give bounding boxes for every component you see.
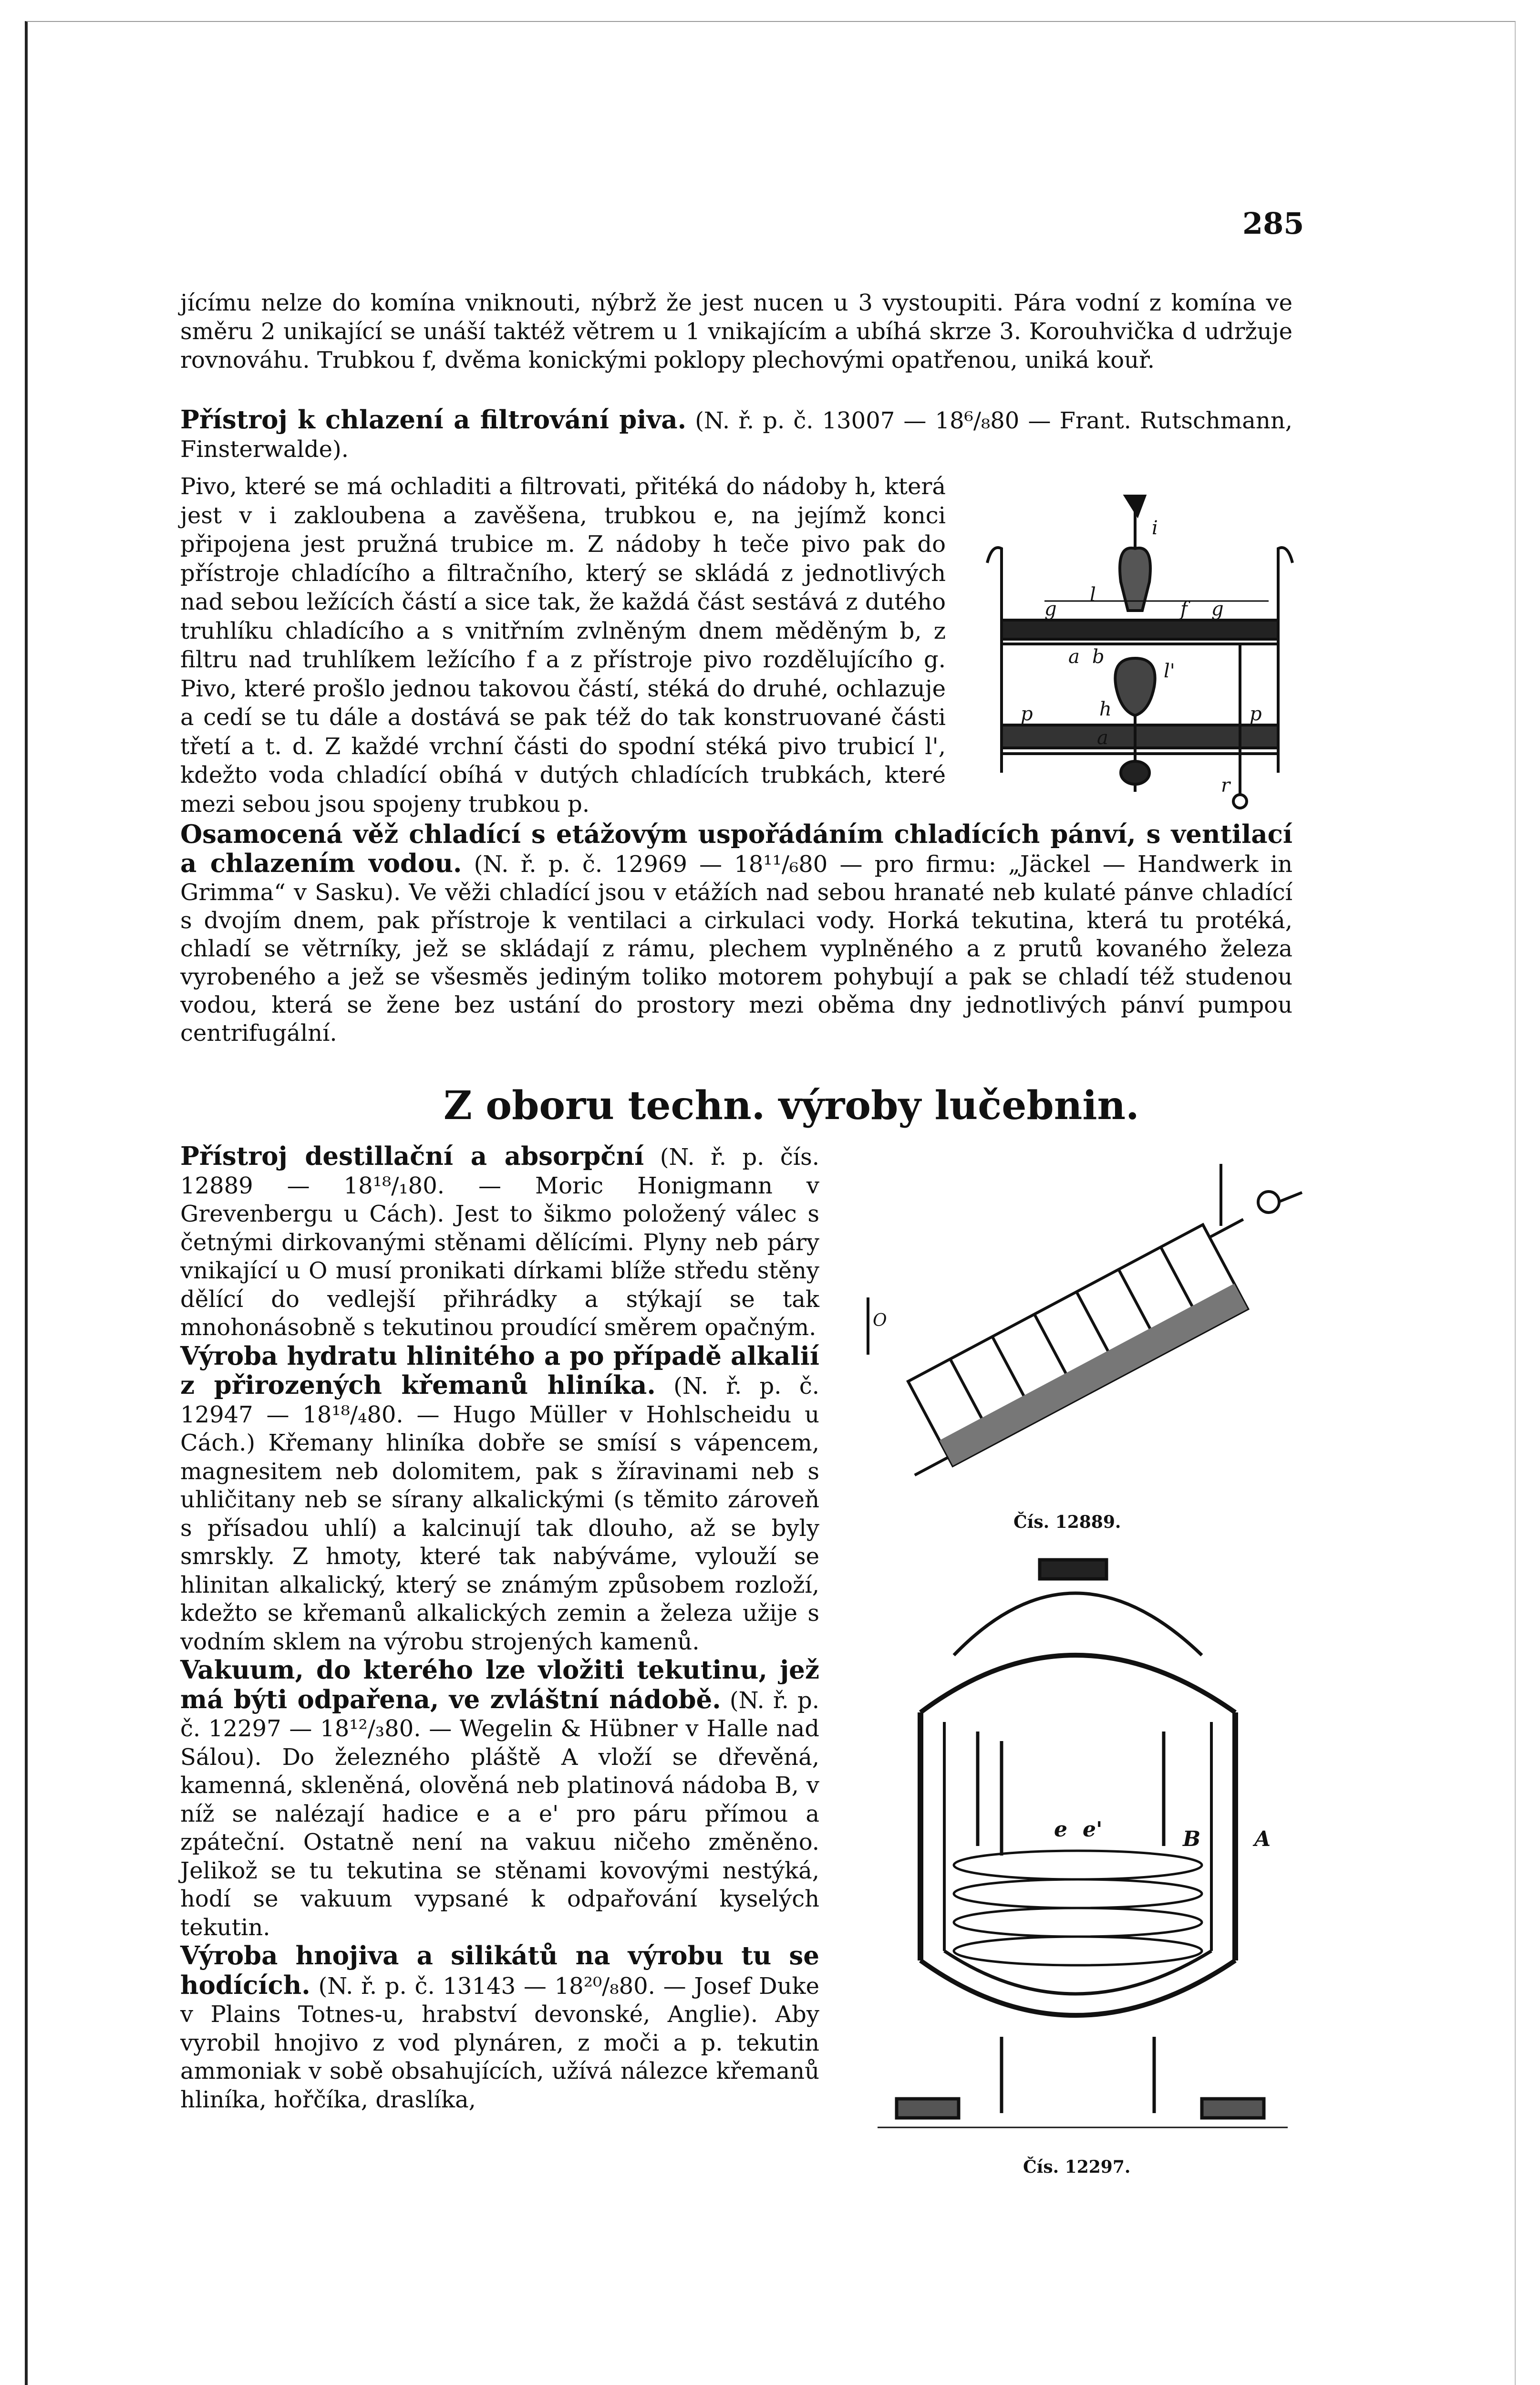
distillation-apparatus-figure — [854, 1154, 1307, 1507]
vacuum-label-b: B — [1183, 1827, 1201, 1851]
vacuum-label-e-prime: e' — [1083, 1817, 1103, 1842]
cooling-body-text: Pivo, které se má ochladiti a filtrovati, přitéká do nádoby h, která jest v i zakloubena a zavěšena, trubkou e, na jejímž konci připojena jest pružná trubice m. Z nádoby h teče pivo pak do přístroje chladícího a filtračního, který se skládá z jednotlivých nad sebou ležících částí a sice tak, že každá část sestává z dutého truhlíku chladícího a s vnitřním zvlněným dnem měděným b, z filtru nad truhlíkem ležícího f a z přístroje pivo rozdělujícího g. Pivo, které prošlo jednou takovou částí, stéká do druhé, ochlazuje a cedí se tu dále a dostává se pak též do tak konstruované části třetí a t. d. Z každé vrchní části do spodní stéká pivo trubicí l', kdežto voda chladící obíhá v dutých chladících trubkách, které mezi sebou jsou spojeny trubkou p. — [180, 473, 946, 818]
tower-patent: (N. ř. p. č. 12969 — 18¹¹/₆80 — pro firmu: „Jäckel — Handwerk in Grimma“ v Sasku). — [180, 851, 1292, 906]
fig1-label-l: l — [1090, 584, 1096, 606]
fig1-label-g: g — [1044, 598, 1057, 620]
cooling-apparatus-figure — [973, 487, 1307, 820]
vacuum-vessel-figure — [858, 1550, 1307, 2146]
distill-body: (N. ř. p. čís. 12889 — 18¹⁸/₁80. — Moric Honigmann v Grevenbergu u Cách). Jest to šikmo položený válec s četnými dirkovanými stěnami dělícími. Plyny neb páry vnikající u O musí pronikati dírkami blíže středu stěny dělící do vedlejší přihrádky a stýkají se tak mnohonásobně s tekutinou proudící směrem opačným. — [180, 1144, 819, 1341]
vacuum-body: (N. ř. p. č. 12297 — 18¹²/₃80. — Wegelin & Hübner v Halle nad Sálou). Do železného pláště A vloží se dřevěná, kamenná, skleněná, olověná neb platinová nádoba B, v níž se nalézají hadice e a e' pro páru přímou a zpáteční. Ostatně není na vakuu ničeho změněno. Jelikož se tu tekutina se stěnami kovovými nestýká, hodí se vakuum vypsané k odpařování kyselých tekutin. — [180, 1687, 819, 1941]
distill-label-o: O — [873, 1311, 887, 1330]
tower-title: Osamocená věž chladící s etážovým uspořádáním chladících pánví, s ventilací a chlazením vodou. — [180, 819, 1292, 878]
fertilizer-body: (N. ř. p. č. 13143 — 18²⁰/₈80. — Josef Duke v Plains Totnes-u, hrabství devonské, Anglie). Aby vyrobil hnojivo z vod plynáren, z moči a p. tekutin ammoniak v sobě obsahujících, užívá nálezce křemanů hliníka, hořčíka, draslíka, — [180, 1972, 819, 2113]
section-title: Z oboru techn. výroby lučebnin. — [444, 1083, 1139, 1129]
fertilizer-title: Výroba hnojiva a silikátů na výrobu tu se hodících. — [180, 1941, 819, 2000]
cooling-section-header — [180, 405, 1292, 464]
fig1-label-p: p — [1021, 703, 1033, 725]
fig1-label-l-prime: l' — [1164, 660, 1175, 682]
fig1-label-p2: p — [1250, 703, 1262, 725]
fig1-label-a: a — [1068, 646, 1080, 668]
distill-title: Přístroj destillační a absorpční — [180, 1141, 644, 1171]
page-number: 285 — [1242, 206, 1304, 241]
fig1-label-g2: g — [1211, 598, 1224, 620]
caption-distill: Čís. 12889. — [1013, 1512, 1121, 1532]
vacuum-label-e: e — [1054, 1817, 1067, 1842]
top-paragraph-text: jícímu nelze do komína vniknouti, nýbrž že jest nucen u 3 vystoupiti. Pára vodní z komína ve směru 2 unikající se unáší taktéž větrem u 1 vnikajícím a ubíhá skrze 3. Korouhvička d udržuje rovnováhu. Trubkou f, dvěma konickými poklopy plechovými opatřenou, uniká kouř. — [180, 290, 1292, 373]
hydrate-body: (N. ř. p. č. 12947 — 18¹⁸/₄80. — Hugo Müller v Hohlscheidu u Cách.) Křemany hliníka dobře se smísí s vápencem, magnesitem neb dolomitem, pak s žíravinami neb s uhličitany neb se sírany alkalickými (s těmito zároveň s přísadou uhlí) a kalcinují tak dlouho, až se byly smrskly. Z hmoty, které tak nabýváme, vylouží se hlinitan alkalický, který se známým způsobem rozloží, kdežto se křemanů alkalických zemin a železa užije s vodním sklem na výrobu strojených kamenů. — [180, 1373, 819, 1655]
vacuum-title: Vakuum, do kterého lze vložiti tekutinu, jež má býti odpařena, ve zvláštní nádobě. — [180, 1655, 819, 1714]
top-paragraph — [180, 289, 1292, 374]
tower-body: Ve věži chladící jsou v etážích nad sebou hranaté neb kulaté pánve chladící s dvojím dnem, pak přístroje k ventilaci a cirkulaci vody. Horká tekutina, která tu protéká, chladí se větrníky, jež se skládají z rámu, plechem vyplněného a z prutů kovaného železa vyrobeného a jež se všesměs jediným toliko motorem pohybují a pak se chladí též studenou vodou, která se žene bez ustání do prostory mezi oběma dny jednotlivých pánví pumpou centrifugální. — [180, 879, 1293, 1047]
tower-section — [180, 820, 1292, 1047]
fig1-label-b: b — [1092, 646, 1105, 668]
caption-vacuum: Čís. 12297. — [1023, 2157, 1131, 2177]
cooling-title: Přístroj k chlazení a filtrování piva. — [180, 405, 687, 435]
left-column — [180, 1142, 819, 2114]
fig1-label-h: h — [1099, 698, 1112, 720]
cooling-body — [180, 472, 946, 819]
fig1-label-r: r — [1221, 775, 1230, 797]
hydrate-title: Výroba hydratu hlinitého a po případě alkalií z přirozených křemanů hliníka. — [180, 1341, 819, 1400]
fig1-label-f: f — [1180, 598, 1188, 620]
fig1-label-i: i — [1152, 517, 1158, 539]
vacuum-label-a: A — [1254, 1827, 1271, 1851]
cooling-patent: (N. ř. p. č. 13007 — 18⁶/₈80 — Frant. Rutschmann, Finsterwalde). — [180, 407, 1293, 463]
fig1-label-a2: a — [1097, 727, 1108, 749]
